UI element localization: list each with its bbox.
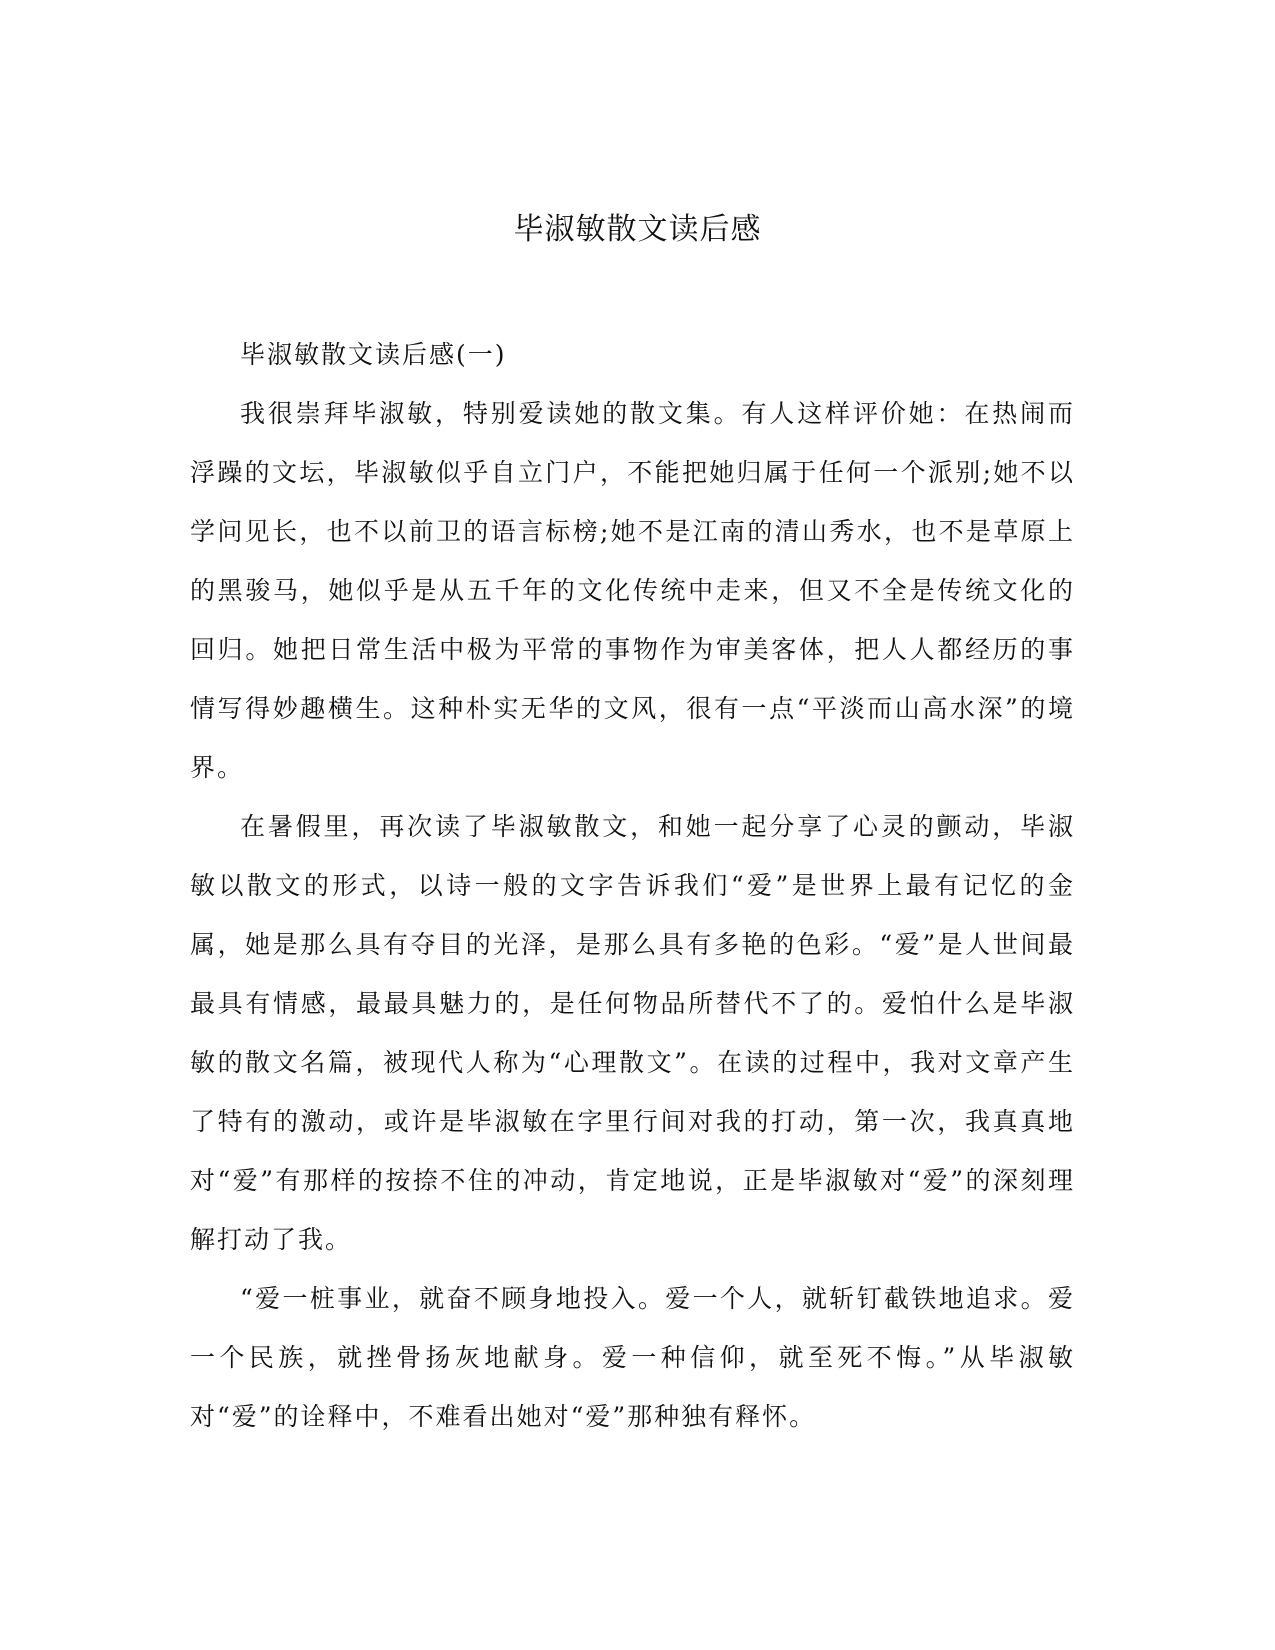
paragraph-1: 我很崇拜毕淑敏，特别爱读她的散文集。有人这样评价她：在热闹而浮躁的文坛，毕淑敏似乎自立门户，不能把她归属于任何一个派别;她不以学问见长，也不以前卫的语言标榜;她不是江南的清山秀水，也不是草原上的黑骏马，她似乎是从五千年的文化传统中走来，但又不全是传统文化的回归。她把日常生活中极为平常的事物作为审美客体，把人人都经历的事情写得妙趣横生。这种朴实无华的文风，很有一点“平淡而山高水深”的境界。 [190,399,1075,782]
document-body [190,325,1075,1446]
section-heading: 毕淑敏散文读后感(一) [240,340,507,369]
paragraph-3: “爱一桩事业，就奋不顾身地投入。爱一个人，就斩钉截铁地追求。爱一个民族，就挫骨扬灰地献身。爱一种信仰，就至死不悔。”从毕淑敏对“爱”的诠释中，不难看出她对“爱”那种独有释怀。 [190,1284,1075,1431]
paragraph-2: 在暑假里，再次读了毕淑敏散文，和她一起分享了心灵的颤动，毕淑敏以散文的形式，以诗一般的文字告诉我们“爱”是世界上最有记忆的金属，她是那么具有夺目的光泽，是那么具有多艳的色彩。“爱”是人世间最最具有情感，最最具魅力的，是任何物品所替代不了的。爱怕什么是毕淑敏的散文名篇，被现代人称为“心理散文”。在读的过程中，我对文章产生了特有的激动，或许是毕淑敏在字里行间对我的打动，第一次，我真真地对“爱”有那样的按捺不住的冲动，肯定地说，正是毕淑敏对“爱”的深刻理解打动了我。 [190,812,1075,1254]
document-title: 毕淑敏散文读后感 [513,212,762,247]
